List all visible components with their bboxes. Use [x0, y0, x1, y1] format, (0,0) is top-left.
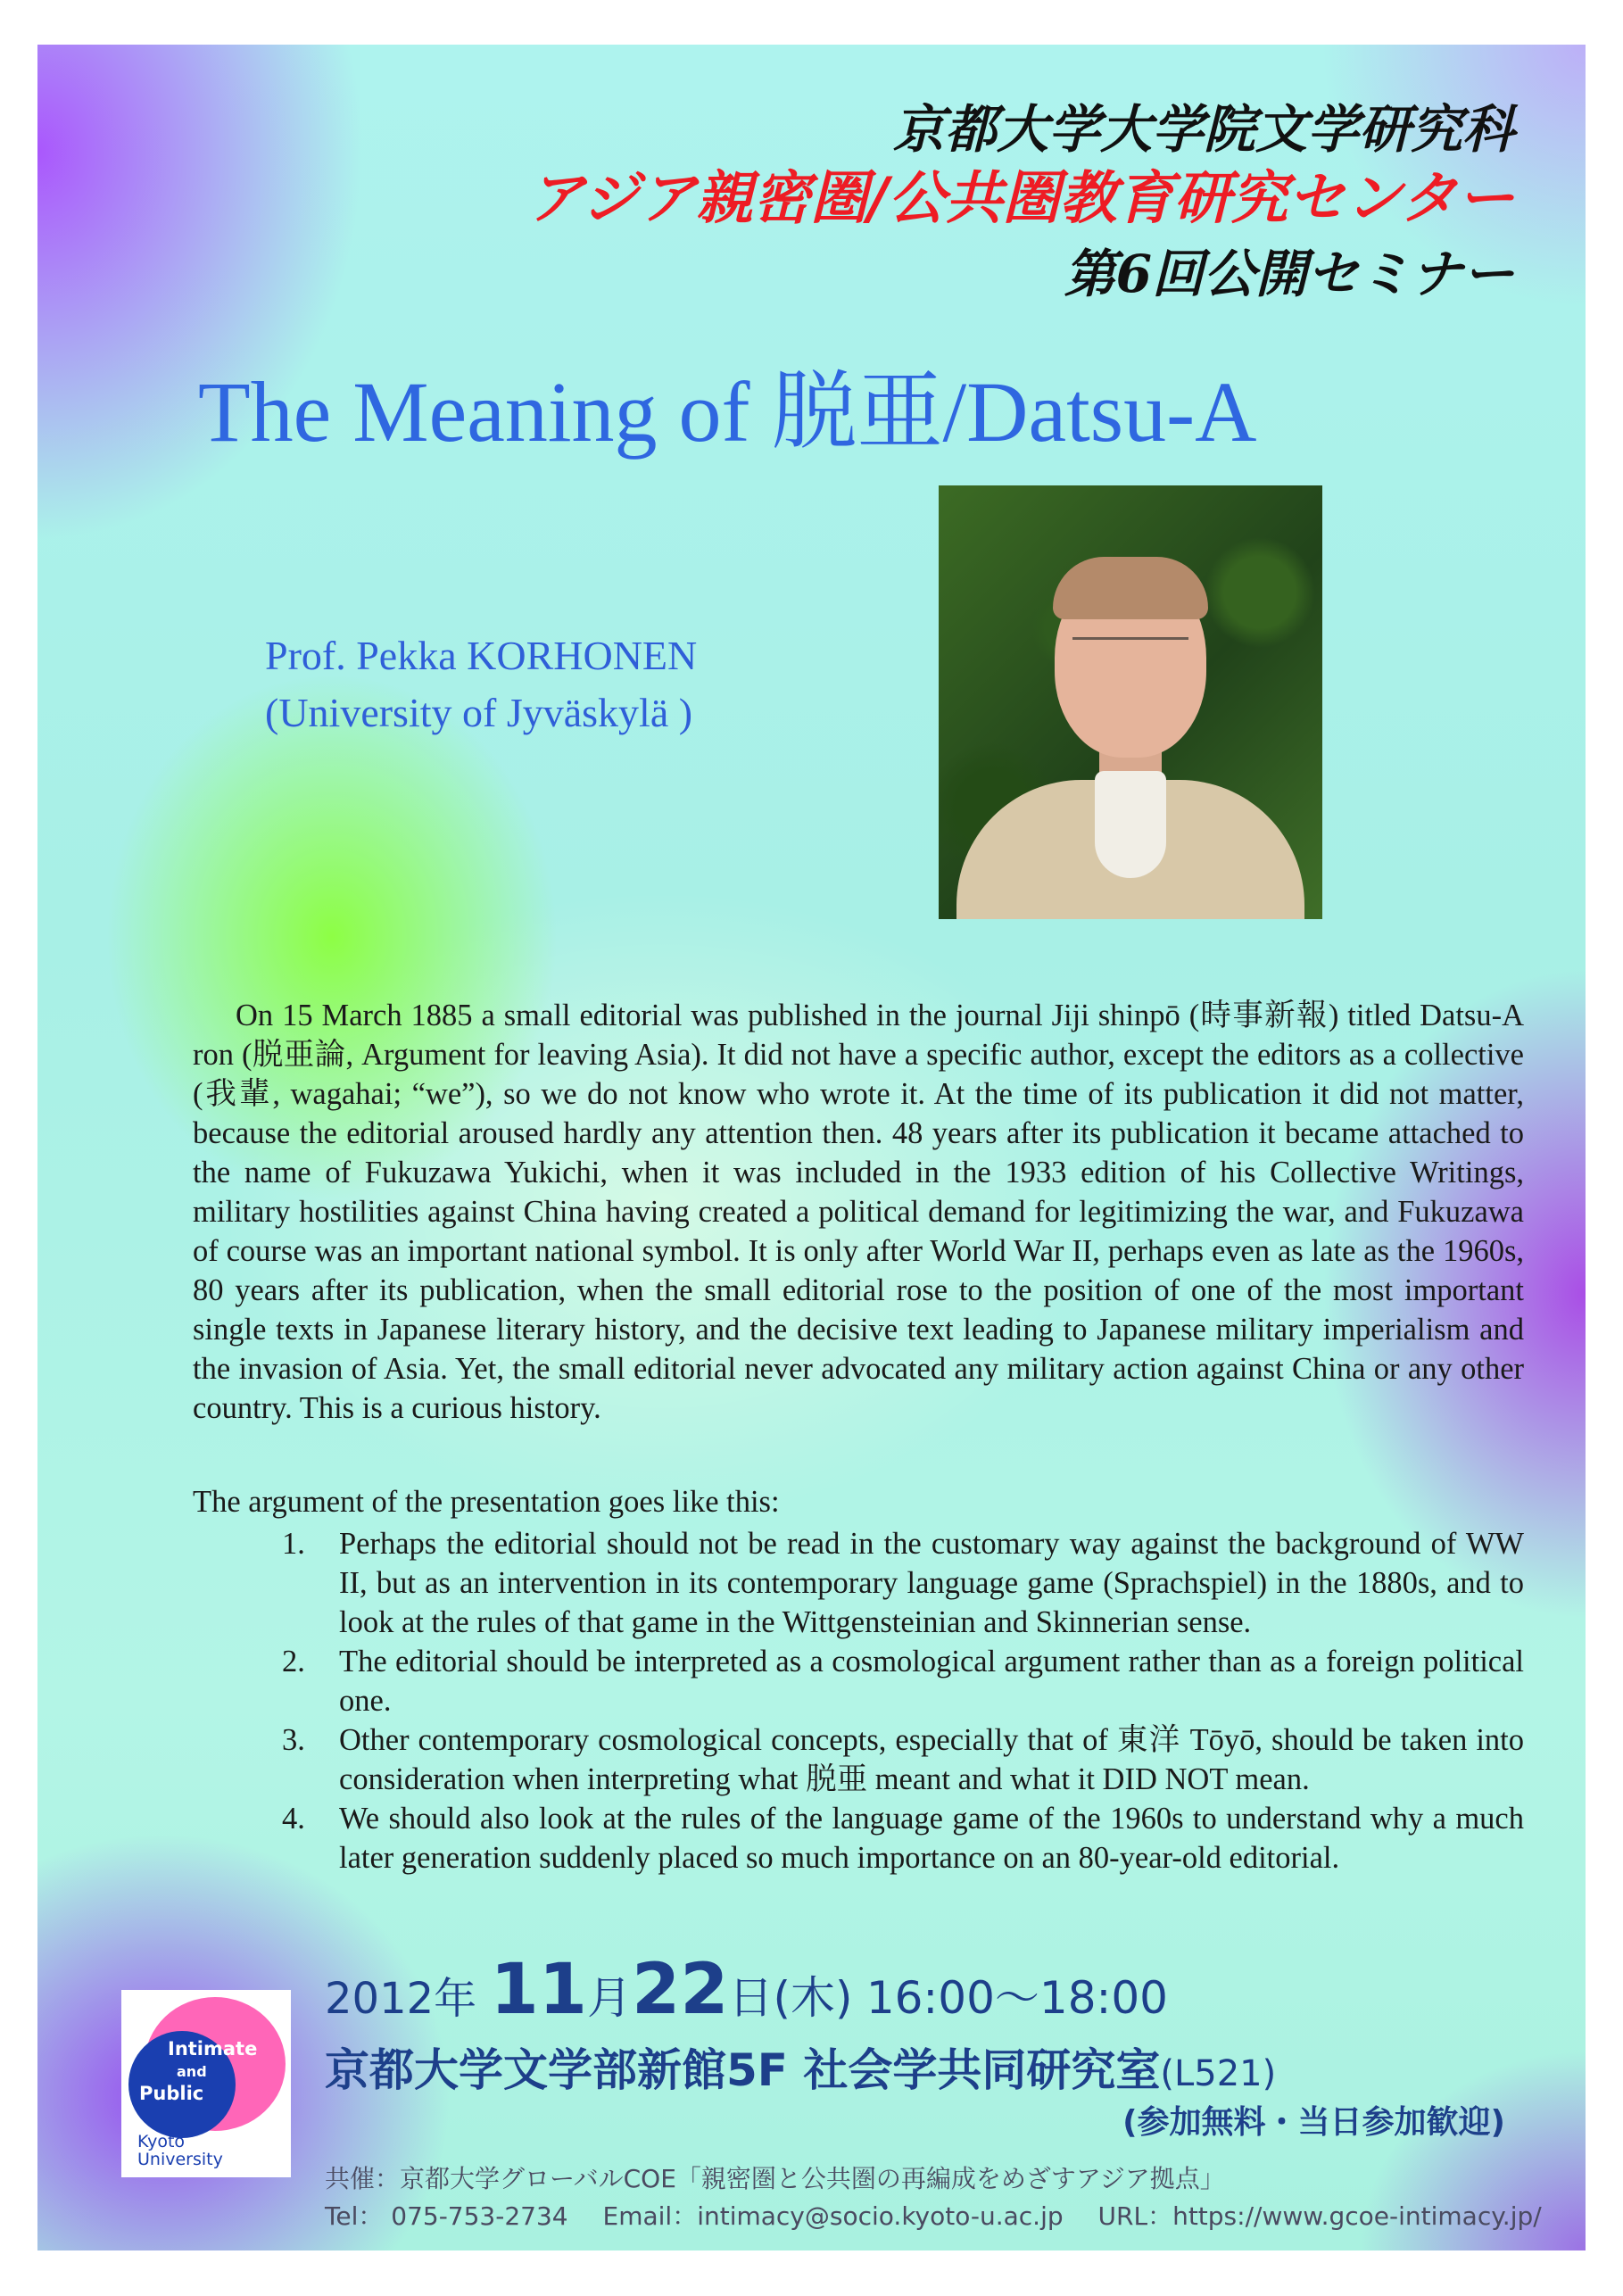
argument-number: 1.: [282, 1527, 305, 1561]
header-seminar-number: 第6回公開セミナー: [1064, 244, 1514, 304]
event-day-unit: 日: [728, 1972, 774, 2024]
seminar-title: The Meaning of 脱亜/Datsu-A: [198, 364, 1257, 460]
argument-text: The editorial should be interpreted as a cosmological argument rather than as a foreign political one.: [339, 1645, 1524, 1718]
argument-item: [282, 1720, 1524, 1799]
event-day: 22: [631, 1950, 729, 2030]
argument-number: 3.: [282, 1723, 305, 1757]
poster: [37, 45, 1586, 2250]
photo-shirt-collar: [1095, 771, 1166, 878]
logo-kyoto-university: [137, 2133, 223, 2168]
event-date-time: [325, 1950, 1168, 2030]
contact-tel: Tel： 075-753-2734: [325, 2201, 568, 2231]
photo-glasses: [1072, 637, 1188, 670]
argument-item: [282, 1524, 1524, 1642]
argument-item: [282, 1642, 1524, 1720]
venue-name: 京都大学文学部新館5F 社会学共同研究室: [325, 2044, 1161, 2096]
speaker-affiliation: (University of Jyväskylä ): [265, 690, 693, 735]
admission-note: (参加無料・当日参加歓迎): [1122, 2104, 1505, 2141]
speaker-name: Prof. Pekka KORHONEN: [265, 633, 698, 678]
logo-text-and: and: [177, 2063, 207, 2080]
contact-line: [325, 2197, 1569, 2233]
argument-text: Other contemporary cosmological concepts, especially that of 東洋 Tōyō, should be taken into consideration when interpreting what 脱亜 meant and what it DID NOT mean.: [339, 1723, 1524, 1796]
intimate-public-logo: [121, 1990, 291, 2177]
abstract-paragraph: On 15 March 1885 a small editorial was published in the journal Jiji shinpō (時事新報) titled Datsu-A ron (脱亜論, Argument for leaving Asia). It did not have a specific author, except the editors as a collective (我輩, wagahai; “we”), so we do not know who wrote it. At the time of its publication it did not matter, because the editorial aroused hardly any attention then. 48 years after its publication it became attached to the name of Fukuzawa Yukichi, when it was included in the 1933 edition of his Collective Writings, military hostilities against China having created a political demand for legitimizing the war, and Fukuzawa of course was an important national symbol. It is only after World War II, perhaps even as late as the 1960s, 80 years after its publication, when the small editorial rose to the position of one of the most important single texts in Japanese literary history, and the decisive text leading to Japanese military imperialism and the invasion of Asia. Yet, the small editorial never advocated any military action against China or any other country. This is a curious history.: [193, 999, 1524, 1425]
venue-room: (L521): [1160, 2053, 1277, 2094]
argument-intro: The argument of the presentation goes like this:: [193, 1485, 780, 1519]
event-month-unit: 月: [586, 1972, 632, 2024]
event-venue: [325, 2035, 1276, 2099]
logo-text-intimate: Intimate: [168, 2038, 258, 2060]
argument-number: 4.: [282, 1802, 305, 1836]
contact-url[interactable]: URL：https://www.gcoe-intimacy.jp/: [1097, 2201, 1542, 2231]
event-weekday: (木): [773, 1972, 853, 2024]
cohost-line: 共催：京都大学グローバルCOE「親密圏と公共圏の再編成をめざすアジア拠点」: [325, 2164, 1225, 2193]
logo-text-public: Public: [139, 2083, 204, 2104]
header-center-name: アジア親密圏/公共圏教育研究センター: [526, 165, 1514, 232]
event-year: 2012年: [325, 1974, 477, 2024]
argument-number: 2.: [282, 1645, 305, 1678]
event-month: 11: [490, 1950, 587, 2030]
speaker-photo: [939, 485, 1322, 919]
photo-hair: [1053, 557, 1208, 619]
contact-email[interactable]: Email：intimacy@socio.kyoto-u.ac.jp: [602, 2201, 1064, 2231]
header-graduate-school: 京都大学大学院文学研究科: [892, 99, 1514, 160]
event-time: 16:00〜18:00: [865, 1972, 1168, 2024]
abstract: [193, 996, 1524, 1428]
argument-list: [282, 1524, 1524, 1877]
argument-text: Perhaps the editorial should not be read in the customary way against the background of WW II, but as an intervention in its contemporary language game (Sprachspiel) in the 1880s, and to look at the rules of that game in the Wittgensteinian and Skinnerian sense.: [339, 1527, 1524, 1639]
argument-item: [282, 1799, 1524, 1877]
argument-text: We should also look at the rules of the language game of the 1960s to understand why a much later generation suddenly placed so much importance on an 80-year-old editorial.: [339, 1802, 1524, 1875]
logo-kyoto: Kyoto: [137, 2132, 186, 2151]
logo-university: University: [137, 2150, 223, 2169]
